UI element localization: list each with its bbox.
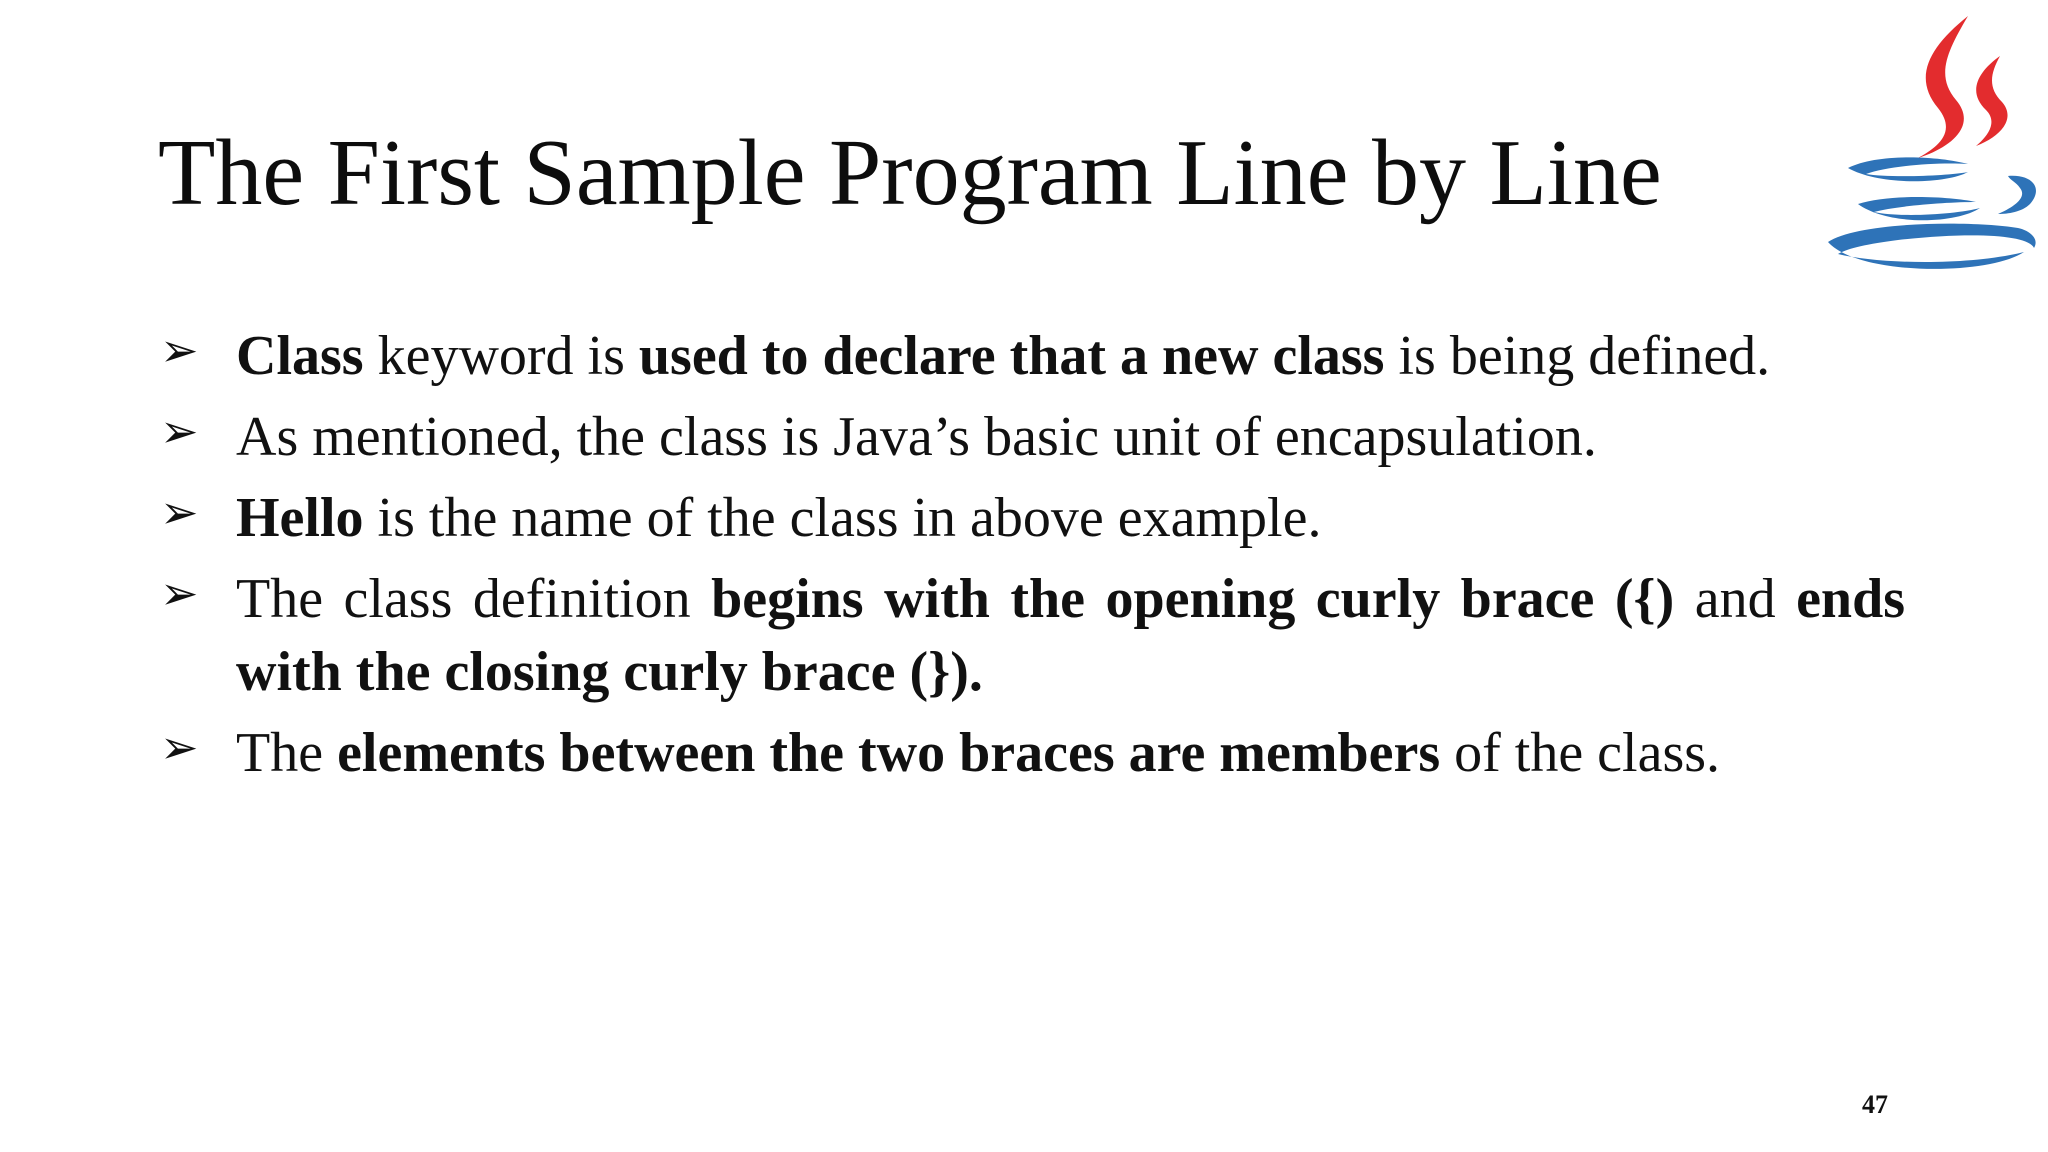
text-segment: is the name of the class in above example.	[363, 487, 1322, 549]
text-segment: keyword is	[363, 325, 639, 387]
bold-text-segment: Hello	[236, 487, 364, 549]
bullet-text	[236, 568, 1905, 703]
arrowhead-bullet-icon: ➢	[160, 323, 199, 377]
text-segment: The	[236, 722, 338, 784]
page-number: 47	[1862, 1090, 1888, 1119]
text-segment: The class definition	[236, 568, 712, 630]
bold-text-segment: used to declare that a new class	[638, 325, 1385, 387]
text-segment: of the class.	[1440, 722, 1721, 784]
bullet-text	[236, 487, 1321, 549]
text-segment: As mentioned, the class is Java’s basic unit of encapsulation.	[236, 406, 1597, 468]
bold-text-segment: begins with the opening curly brace ({)	[711, 568, 1675, 630]
bold-text-segment: Class	[236, 325, 364, 387]
bullet-item	[160, 482, 1905, 555]
bold-text-segment: ends with the closing curly brace (}).	[236, 568, 1906, 703]
text-segment: and	[1674, 568, 1797, 630]
bullet-text	[236, 406, 1597, 468]
arrowhead-bullet-icon: ➢	[160, 720, 199, 774]
bullet-item	[160, 563, 1905, 709]
bold-text-segment: elements between the two braces are members	[337, 722, 1441, 784]
java-coffee-cup-logo-icon	[1818, 8, 2048, 278]
arrowhead-bullet-icon: ➢	[160, 404, 199, 458]
arrowhead-bullet-icon: ➢	[160, 485, 199, 539]
bullet-item	[160, 320, 1905, 393]
bullet-text	[236, 325, 1770, 387]
bullet-item	[160, 401, 1905, 474]
slide-title: The First Sample Program Line by Line	[158, 121, 1662, 225]
bullet-text	[236, 722, 1720, 784]
bullet-item	[160, 717, 1905, 790]
text-segment: is being defined.	[1384, 325, 1771, 387]
arrowhead-bullet-icon: ➢	[160, 566, 199, 620]
bullet-list	[160, 320, 1905, 798]
